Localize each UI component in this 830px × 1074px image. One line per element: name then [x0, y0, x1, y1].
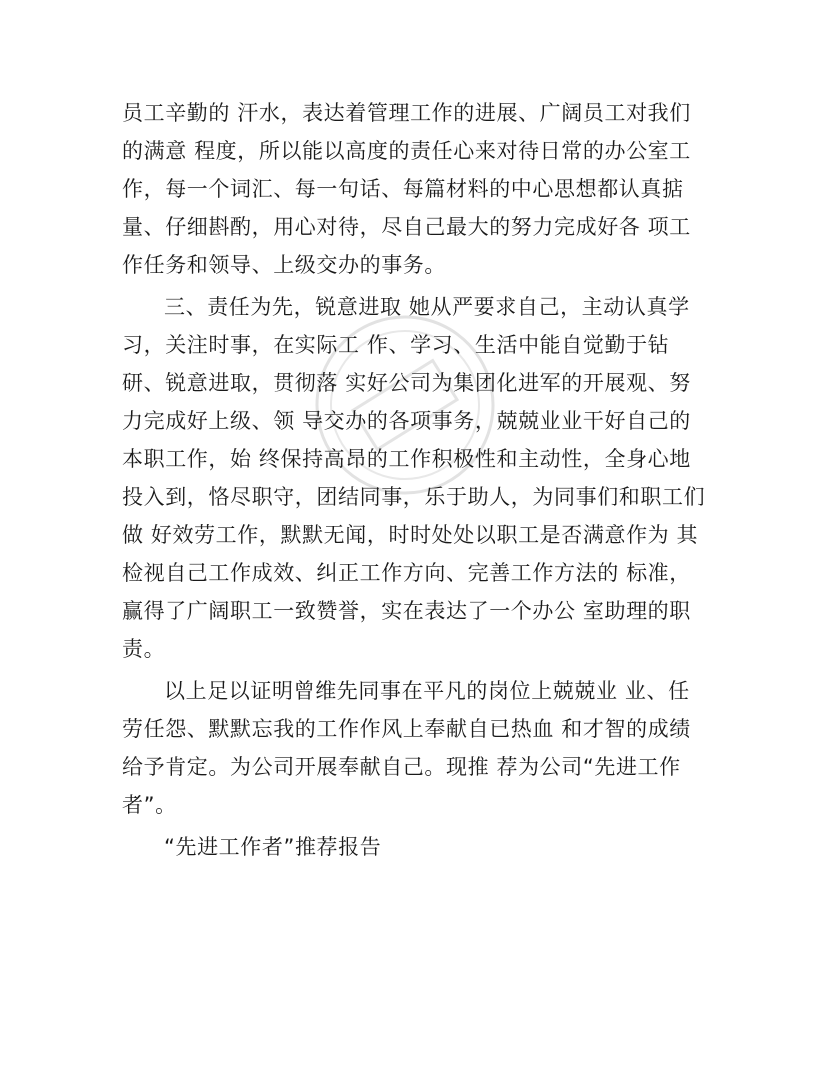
paragraph-3 [122, 672, 714, 824]
paragraph-1 [122, 94, 714, 284]
text-line: 赢得了广阔职工一致赞誉，实在表达了一个办公 室助理的职 [122, 599, 691, 623]
text-line: 的满意 程度，所以能以高度的责任心来对待日常的办公室工 [122, 139, 691, 163]
text-line: 劳任怨、默默忘我的工作作风上奉献自已热血 和才智的成绩 [122, 717, 691, 741]
text-line: 给予肯定。为公司开展奉献自己。现推 荐为公司“先进工作 [122, 755, 681, 779]
text-line: 以上足以证明曾维先同事在平凡的岗位上兢兢业 业、任 [164, 679, 690, 703]
text-line: 责。 [122, 637, 166, 661]
text-line: 本职工作，始 终保持高昂的工作积极性和主动性，全身心地 [122, 447, 691, 471]
text-line: 者”。 [122, 793, 177, 817]
text-line: 投入到，恪尽职守，团结同事，乐于助人，为同事们和职工们 [122, 485, 706, 509]
text-line: 检视自己工作成效、纠正工作方向、完善工作方法的 标准， [122, 561, 691, 585]
text-line: 作，每一个词汇、每一句话、每篇材料的中心思想都认真掂 [122, 177, 684, 201]
text-line: 习，关注时事，在实际工 作、学习、生活中能自觉勤于钻 [122, 333, 670, 357]
document-body [122, 94, 714, 866]
text-line: 员工辛勤的 汗水，表达着管理工作的进展、广阔员工对我们 [122, 101, 691, 125]
text-line: 力完成好上级、领 导交办的各项事务，兢兢业业干好自己的 [122, 409, 691, 433]
text-line: 量、仔细斟酌，用心对待，尽自己最大的努力完成好各 项工 [122, 215, 691, 239]
paragraph-heading [122, 828, 714, 866]
section-title: “先进工作者”推荐报告 [164, 835, 382, 859]
text-line: 做 好效劳工作，默默无闻，时时处处以职工是否满意作为 其 [122, 523, 699, 547]
text-line: 三、责任为先，锐意进取 她从严要求自己，主动认真学 [164, 295, 690, 319]
paragraph-2 [122, 288, 714, 668]
text-line: 作任务和领导、上级交办的事务。 [122, 253, 446, 277]
text-line: 研、锐意进取，贯彻落 实好公司为集团化进军的开展观、努 [122, 371, 691, 395]
